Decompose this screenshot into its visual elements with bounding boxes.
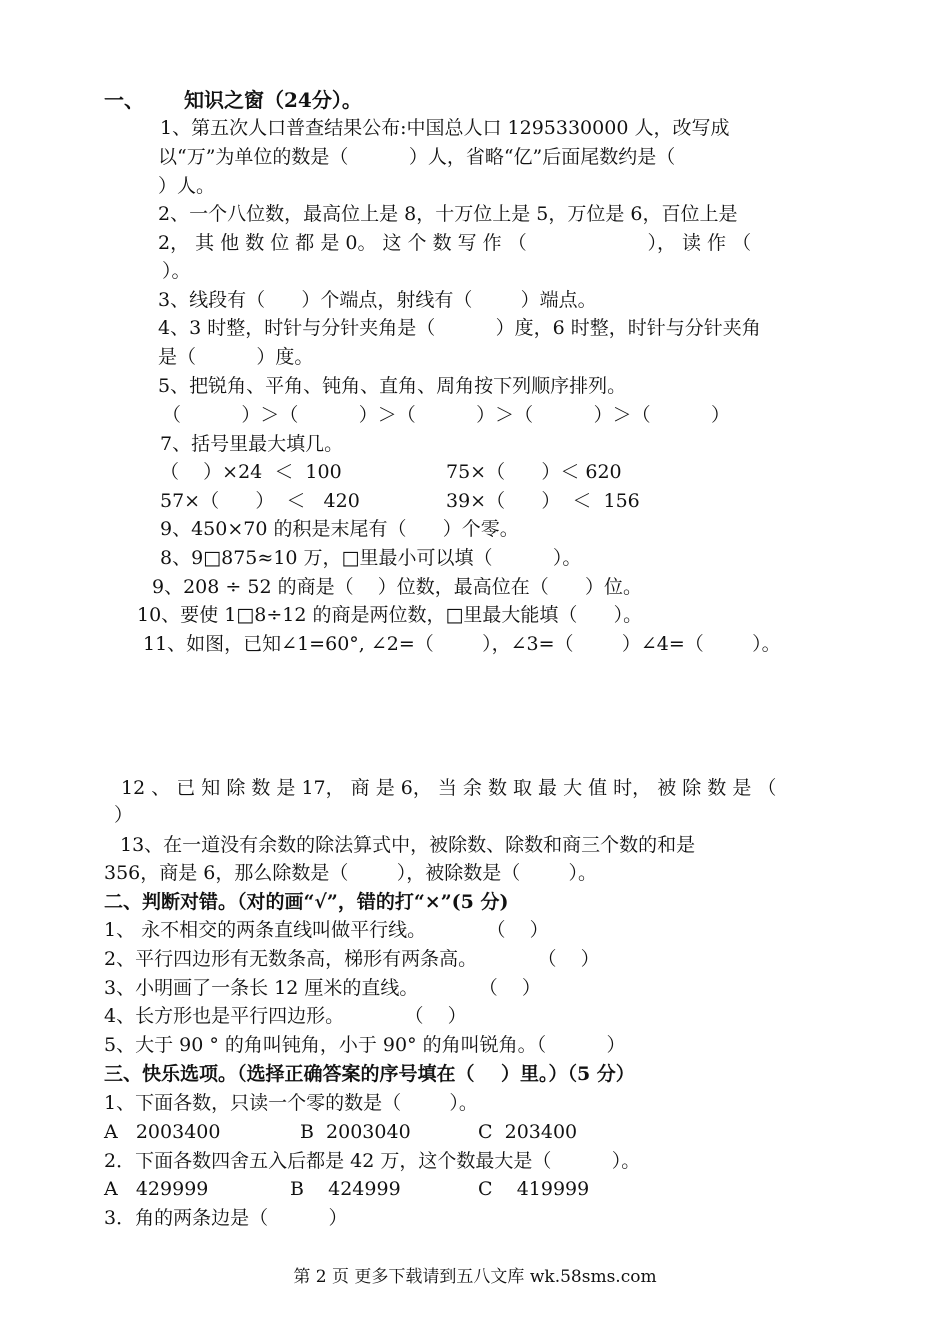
q10-line: 10、要使 1□8÷12 的商是两位数，□里最大能填（ ）。 bbox=[137, 604, 643, 626]
q7-item-c: 57×（ ） ＜ 420 bbox=[160, 490, 360, 512]
q2-line-1: 2、一个八位数，最高位上是 8，十万位上是 5，万位是 6，百位上是 bbox=[158, 203, 738, 225]
choice-q1-option-c: C 203400 bbox=[478, 1121, 578, 1143]
section1-number: 一、 bbox=[104, 88, 144, 112]
q4-line-1: 4、3 时整，时针与分针夹角是（ ）度，6 时整，时针与分针夹角 bbox=[158, 317, 761, 339]
page-footer: 第 2 页 更多下载请到五八文库 wk.58sms.com bbox=[293, 1267, 657, 1287]
choice-q1-option-b: B 2003040 bbox=[300, 1121, 411, 1143]
q2-line-2: 2， 其 他 数 位 都 是 0。 这 个 数 写 作 （ ）， 读 作 （ bbox=[158, 232, 752, 254]
q7-line: 7、括号里最大填几。 bbox=[160, 433, 344, 455]
choice-q3: 3．角的两条边是（ ） bbox=[104, 1207, 348, 1229]
q9a-line: 9、450×70 的积是末尾有（ ）个零。 bbox=[160, 518, 519, 540]
q1-line-3: ）人。 bbox=[158, 175, 216, 197]
q5-line: 5、把锐角、平角、钝角、直角、周角按下列顺序排列。 bbox=[158, 375, 627, 397]
q8-line: 8、9□875≈10 万，□里最小可以填（ ）。 bbox=[160, 547, 582, 569]
choice-q1: 1、下面各数，只读一个零的数是（ ）。 bbox=[104, 1092, 478, 1114]
choice-q2-option-b: B 424999 bbox=[290, 1178, 401, 1200]
choice-q2-option-a: A 429999 bbox=[104, 1178, 209, 1200]
choice-q1-option-a: A 2003400 bbox=[104, 1121, 221, 1143]
section3-heading: 三、快乐选项。（选择正确答案的序号填在（ ）里。）（5 分） bbox=[104, 1063, 635, 1085]
judge-item-1: 1、 永不相交的两条直线叫做平行线。 （ ） bbox=[104, 919, 549, 941]
judge-item-3: 3、小明画了一条长 12 厘米的直线。 （ ） bbox=[104, 977, 541, 999]
q12-line-2: ） bbox=[114, 804, 134, 826]
q3-line: 3、线段有（ ）个端点，射线有（ ）端点。 bbox=[158, 289, 597, 311]
q13-line-1: 13、在一道没有余数的除法算式中，被除数、除数和商三个数的和是 bbox=[120, 834, 696, 856]
choice-q2-option-c: C 419999 bbox=[478, 1178, 590, 1200]
q1-line-1: 1、第五次人口普查结果公布:中国总人口 1295330000 人，改写成 bbox=[160, 117, 730, 139]
q13-line-2: 356，商是 6，那么除数是（ ），被除数是（ ）。 bbox=[104, 862, 598, 884]
q7-item-a: （ ）×24 ＜ 100 bbox=[160, 461, 342, 483]
choice-q2: 2．下面各数四舍五入后都是 42 万，这个数最大是（ ）。 bbox=[104, 1150, 641, 1172]
q7-item-b: 75×（ ）＜ 620 bbox=[446, 461, 622, 483]
section2-heading: 二、判断对错。（对的画“√”，错的打“×”(5 分) bbox=[104, 891, 509, 913]
q4-line-2: 是（ ）度。 bbox=[158, 346, 314, 368]
judge-item-5: 5、大于 90 ° 的角叫钝角，小于 90° 的角叫锐角。（ ） bbox=[104, 1034, 626, 1056]
q11-line: 11、如图，已知∠1=60°, ∠2=（ ），∠3=（ ）∠4=（ ）。 bbox=[143, 633, 781, 655]
q9b-line: 9、208 ÷ 52 的商是（ ）位数，最高位在（ ）位。 bbox=[152, 576, 642, 598]
judge-item-4: 4、长方形也是平行四边形。 （ ） bbox=[104, 1005, 467, 1027]
q12-line-1: 12 、 已 知 除 数 是 17， 商 是 6， 当 余 数 取 最 大 值 时， 被 除 数 是 （ bbox=[121, 777, 777, 799]
q5-ordering: （ ）＞（ ）＞（ ）＞（ ）＞（ ） bbox=[162, 404, 730, 426]
judge-item-2: 2、平行四边形有无数条高，梯形有两条高。 （ ） bbox=[104, 948, 600, 970]
section1-heading: 知识之窗（24分）。 bbox=[184, 88, 362, 112]
q7-item-d: 39×（ ） ＜ 156 bbox=[446, 490, 640, 512]
q1-line-2: 以“万”为单位的数是（ ）人，省略“亿”后面尾数约是（ bbox=[158, 146, 676, 168]
q2-line-3: ）。 bbox=[162, 260, 191, 282]
